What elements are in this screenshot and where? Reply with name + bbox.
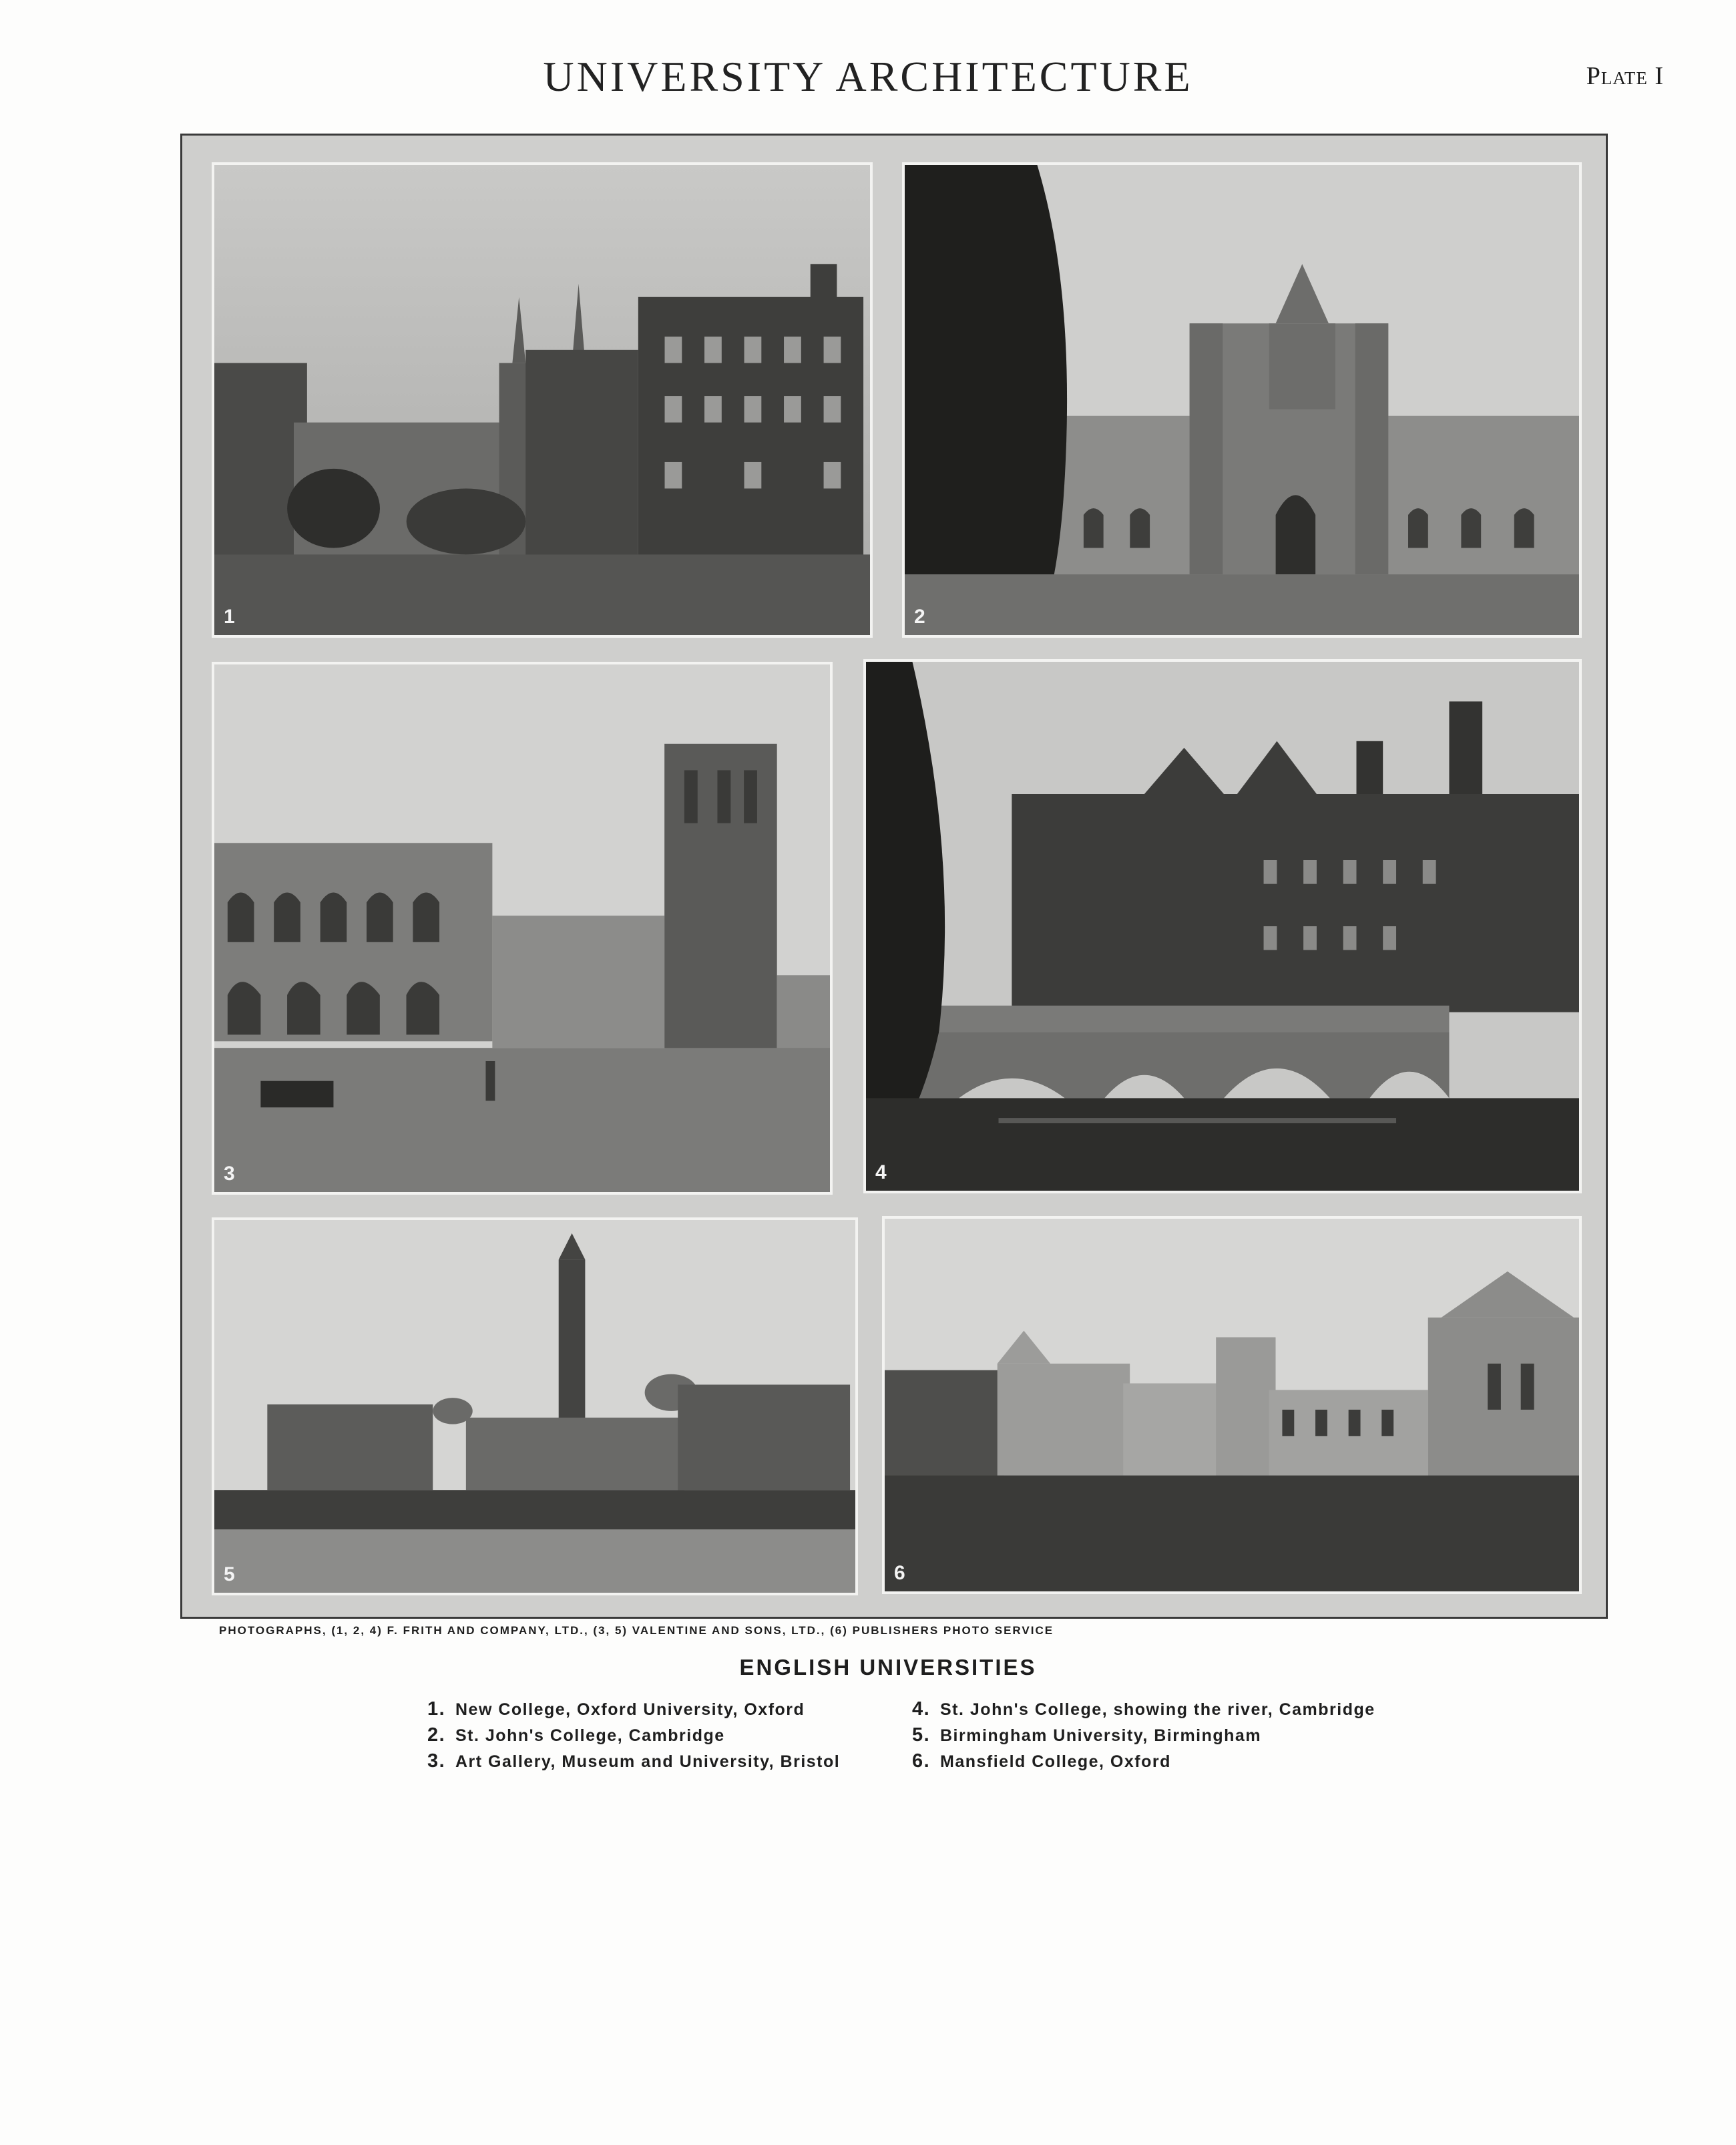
caption-item-3: 3. Art Gallery, Museum and University, Bristol xyxy=(427,1750,841,1772)
photo-credit: PHOTOGRAPHS, (1, 2, 4) F. FRITH AND COMPANY, LTD., (3, 5) VALENTINE AND SONS, LTD., (6) PUBLISHERS PHOTO SERVICE xyxy=(219,1624,1054,1637)
photo-number-4: 4 xyxy=(875,1161,887,1183)
photo-5 xyxy=(212,1217,858,1595)
plate-label: Plate I xyxy=(1586,62,1664,90)
photo-number-2: 2 xyxy=(914,606,925,628)
photo-3-image xyxy=(214,664,830,1192)
caption-title: ENGLISH UNIVERSITIES xyxy=(739,1655,1037,1680)
photo-6-image xyxy=(885,1219,1579,1591)
caption-item-2: 2. St. John's College, Cambridge xyxy=(427,1724,725,1746)
caption-item-4: 4. St. John's College, showing the river, Cambridge xyxy=(912,1698,1375,1720)
photo-2-image xyxy=(905,165,1579,635)
caption-list-left xyxy=(427,1696,840,1774)
page-title: UNIVERSITY ARCHITECTURE xyxy=(543,53,1193,100)
caption-item-1: 1. New College, Oxford University, Oxford xyxy=(427,1698,805,1720)
photo-5-image xyxy=(214,1220,855,1593)
photo-2 xyxy=(902,162,1582,638)
photo-1-image xyxy=(214,165,870,635)
photo-3 xyxy=(212,662,833,1195)
caption-item-6: 6. Mansfield College, Oxford xyxy=(912,1750,1171,1772)
photo-number-3: 3 xyxy=(224,1163,235,1185)
photo-number-1: 1 xyxy=(224,606,235,628)
photo-number-5: 5 xyxy=(224,1563,235,1585)
caption-list-right xyxy=(912,1696,1375,1774)
photo-4-image xyxy=(866,662,1579,1191)
photo-plate-frame xyxy=(180,134,1608,1619)
photo-1 xyxy=(212,162,873,638)
photo-number-6: 6 xyxy=(894,1562,905,1584)
photo-4 xyxy=(863,659,1582,1193)
caption-item-5: 5. Birmingham University, Birmingham xyxy=(912,1724,1262,1746)
photo-6 xyxy=(882,1216,1582,1594)
